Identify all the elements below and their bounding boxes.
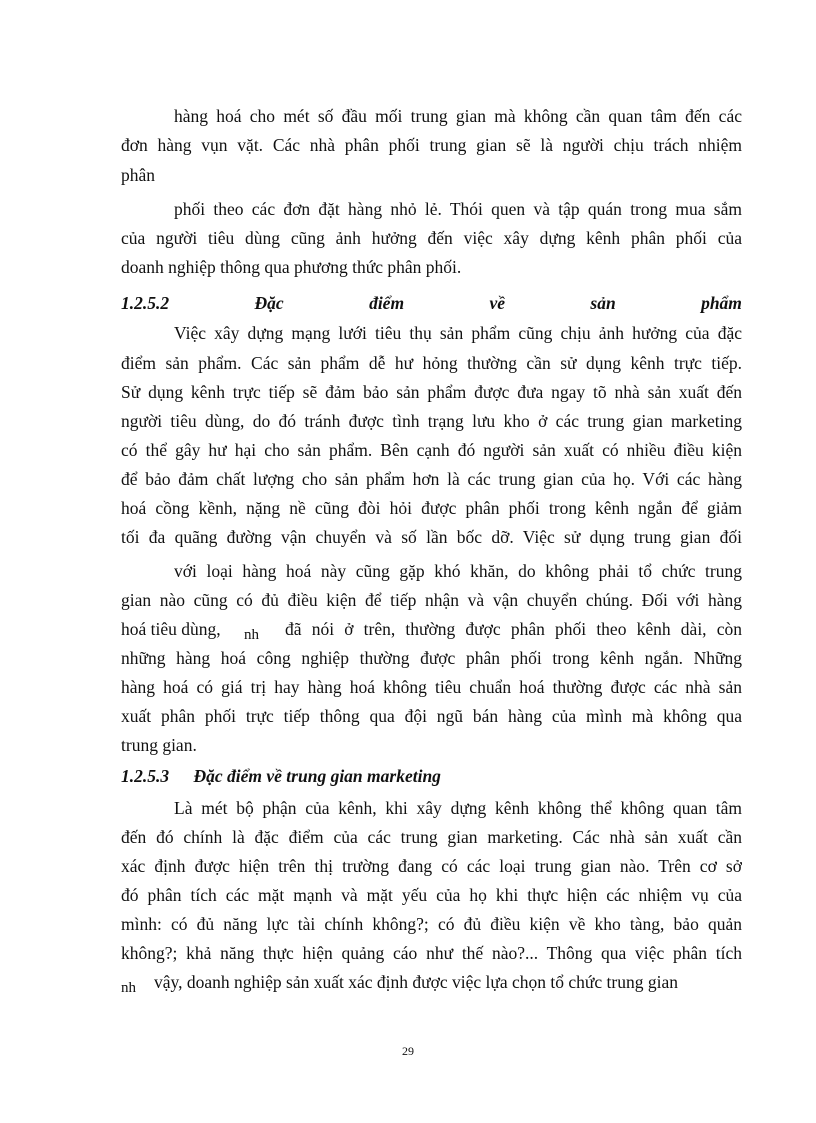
text-fragment: nh [121, 980, 136, 996]
page-number: 29 [402, 1044, 414, 1058]
section-heading [121, 292, 742, 314]
text-line: Việc xây dựng mạng lưới tiêu thụ sản phẩm cũng chịu ảnh hưởng của đặc [174, 323, 742, 343]
text-line: trung gian. [121, 735, 197, 755]
text-line: của người tiêu dùng cũng ảnh hưởng đến việc xây dựng kênh phân phối của [121, 228, 742, 248]
text-line: đó phân tích các mặt mạnh và mặt yếu của họ khi thực hiện các nhiệm vụ của [121, 885, 742, 905]
text-line: vậy, doanh nghiệp sản xuất xác định được việc lựa chọn tổ chức trung gian [154, 972, 678, 992]
text-line: doanh nghiệp thông qua phương thức phân phối. [121, 257, 462, 277]
text-line: có thể gây hư hại cho sản phẩm. Bên cạnh đó người sản xuất có nhiều điều kiện [121, 440, 742, 460]
section-number: 1.2.5.2 [121, 293, 170, 313]
text-line: Là mét bộ phận của kênh, khi xây dựng kênh không thể không quan tâm [174, 798, 742, 818]
text-line: hàng hoá có giá trị hay hàng hoá không tiêu chuẩn hoá thường được các nhà sản [121, 677, 742, 697]
text-line: mình: có đủ năng lực tài chính không?; có đủ điều kiện về kho tàng, bảo quản [121, 914, 742, 934]
text-line: phân [121, 165, 156, 185]
section-number: 1.2.5.3 [121, 766, 170, 786]
text-line: đến đó chính là đặc điểm của các trung gian marketing. Các nhà sản xuất cần [121, 827, 742, 847]
section-heading [121, 765, 441, 787]
text-line: đã nói ở trên, thường được phân phối theo kênh dài, còn [285, 619, 742, 639]
text-fragment: nh [244, 627, 259, 643]
text-line: hoá tiêu dùng, [121, 619, 221, 639]
text-line: tối đa quãng đường vận chuyển và số lần bốc dỡ. Việc sử dụng trung gian đối [121, 527, 742, 547]
text-line: người tiêu dùng, do đó tránh được tình trạng lưu kho ở các trung gian marketing [121, 411, 742, 431]
text-line: hoá cồng kềnh, nặng nề cũng đòi hỏi được phân phối trong kênh ngắn để giảm [121, 498, 742, 518]
text-line: với loại hàng hoá này cũng gặp khó khăn, do không phải tổ chức trung [174, 561, 742, 581]
text-line: không?; khả năng thực hiện quảng cáo như thế nào?... Thông qua việc phân tích [121, 943, 742, 963]
text-line: xuất phân phối trực tiếp thông qua đội ngũ bán hàng của mình mà không qua [121, 706, 742, 726]
text-line: xác định được hiện trên thị trường đang có các loại trung gian nào. Trên cơ sở [121, 856, 742, 876]
text-line: để bảo đảm chất lượng cho sản phẩm hơn là các trung gian của họ. Với các hàng [121, 469, 742, 489]
heading-word: điểm [369, 293, 405, 313]
text-line: điểm sản phẩm. Các sản phẩm dễ hư hỏng thường cần sử dụng kênh trực tiếp. [121, 353, 742, 373]
text-line: đơn hàng vụn vặt. Các nhà phân phối trung gian sẽ là người chịu trách nhiệm [121, 135, 742, 155]
text-line: Sử dụng kênh trực tiếp sẽ đảm bảo sản phẩm được đưa ngay tõ nhà sản xuất đến [121, 382, 742, 402]
text-line: những hàng hoá công nghiệp thường được phân phối trong kênh ngắn. Những [121, 648, 742, 668]
text-line: hàng hoá cho mét số đầu mối trung gian mà không cần quan tâm đến các [174, 106, 742, 126]
section-title: Đặc điểm về trung gian marketing [193, 766, 441, 786]
heading-word: phẩm [701, 293, 742, 313]
heading-word: Đặc [254, 293, 284, 313]
text-line: gian nào cũng có đủ điều kiện để tiếp nhận và vận chuyển chúng. Đối với hàng [121, 590, 742, 610]
heading-word: sản [590, 293, 616, 313]
text-line: phối theo các đơn đặt hàng nhỏ lẻ. Thói quen và tập quán trong mua sắm [174, 199, 742, 219]
heading-word: về [489, 293, 505, 313]
